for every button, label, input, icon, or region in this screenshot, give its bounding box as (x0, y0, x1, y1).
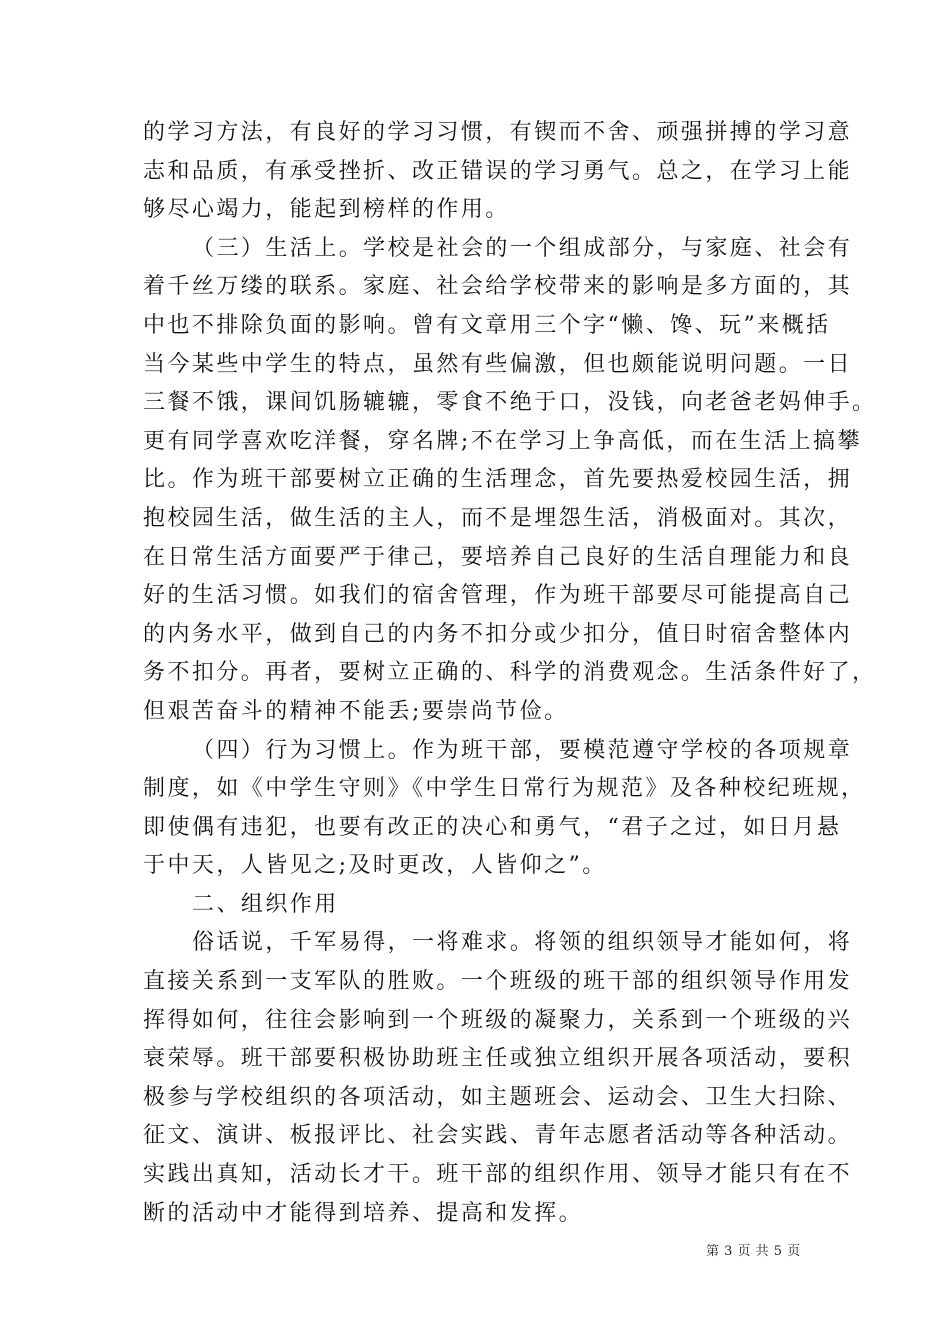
text-line: 在日常生活方面要严于律己，要培养自己良好的生活自理能力和良 (143, 544, 853, 570)
text-line: 好的生活习惯。如我们的宿舍管理，作为班干部要尽可能提高自己 (143, 583, 853, 609)
text-line: 的内务水平，做到自己的内务不扣分或少扣分，值日时宿舍整体内 (143, 621, 853, 647)
text-line: 直接关系到一支军队的胜败。一个班级的班干部的组织领导作用发 (143, 969, 853, 995)
text-line: 实践出真知，活动长才干。班干部的组织作用、领导才能只有在不 (143, 1162, 853, 1188)
text-line: 抱校园生活，做生活的主人，而不是埋怨生活，消极面对。其次， (143, 505, 853, 531)
text-line: 极参与学校组织的各项活动，如主题班会、运动会、卫生大扫除、 (143, 1084, 853, 1110)
text-line: 够尽心竭力，能起到榜样的作用。 (143, 197, 510, 223)
text-line: 比。作为班干部要树立正确的生活理念，首先要热爱校园生活，拥 (143, 467, 853, 493)
text-line: 断的活动中才能得到培养、提高和发挥。 (143, 1200, 584, 1226)
text-line: 但艰苦奋斗的精神不能丢;要崇尚节俭。 (143, 698, 569, 724)
text-line: 的学习方法，有良好的学习习惯，有锲而不舍、顽强拼搏的学习意 (143, 120, 853, 145)
page-number-footer: 第 3 页 共 5 页 (706, 1244, 801, 1259)
text-line: 衰荣辱。班干部要积极协助班主任或独立组织开展各项活动，要积 (143, 1046, 853, 1072)
text-line: 征文、演讲、板报评比、社会实践、青年志愿者活动等各种活动。 (143, 1123, 853, 1149)
text-line: 中也不排除负面的影响。曾有文章用三个字“懒、馋、玩”来概括 (143, 312, 831, 338)
text-line: 务不扣分。再者，要树立正确的、科学的消费观念。生活条件好了， (143, 660, 877, 686)
text-line: 着千丝万缕的联系。家庭、社会给学校带来的影响是多方面的，其 (143, 274, 853, 300)
body-text (143, 114, 877, 1233)
text-line: 三餐不饿，课间饥肠辘辘，零食不绝于口，没钱，向老爸老妈伸手。 (143, 390, 877, 416)
text-line: 制度，如《中学生守则》《中学生日常行为规范》及各种校纪班规， (143, 776, 866, 802)
text-line: 更有同学喜欢吃洋餐，穿名牌;不在学习上争高低，而在生活上搞攀 (143, 428, 862, 454)
text-line: 于中天，人皆见之;及时更改，人皆仰之”。 (143, 853, 607, 879)
text-line: （三）生活上。学校是社会的一个组成部分，与家庭、社会有 (192, 235, 853, 261)
text-line: 即使偶有违犯，也要有改正的决心和勇气，“君子之过，如日月悬 (143, 814, 842, 840)
text-line: 当今某些中学生的特点，虽然有些偏激，但也颇能说明问题。一日 (143, 351, 853, 377)
text-line: 二、组织作用 (192, 891, 339, 917)
text-line: （四）行为习惯上。作为班干部，要模范遵守学校的各项规章 (192, 737, 853, 763)
text-line: 挥得如何，往往会影响到一个班级的凝聚力，关系到一个班级的兴 (143, 1007, 853, 1033)
text-line: 志和品质，有承受挫折、改正错误的学习勇气。总之，在学习上能 (143, 158, 853, 184)
text-line: 俗话说，千军易得，一将难求。将领的组织领导才能如何，将 (192, 930, 853, 956)
